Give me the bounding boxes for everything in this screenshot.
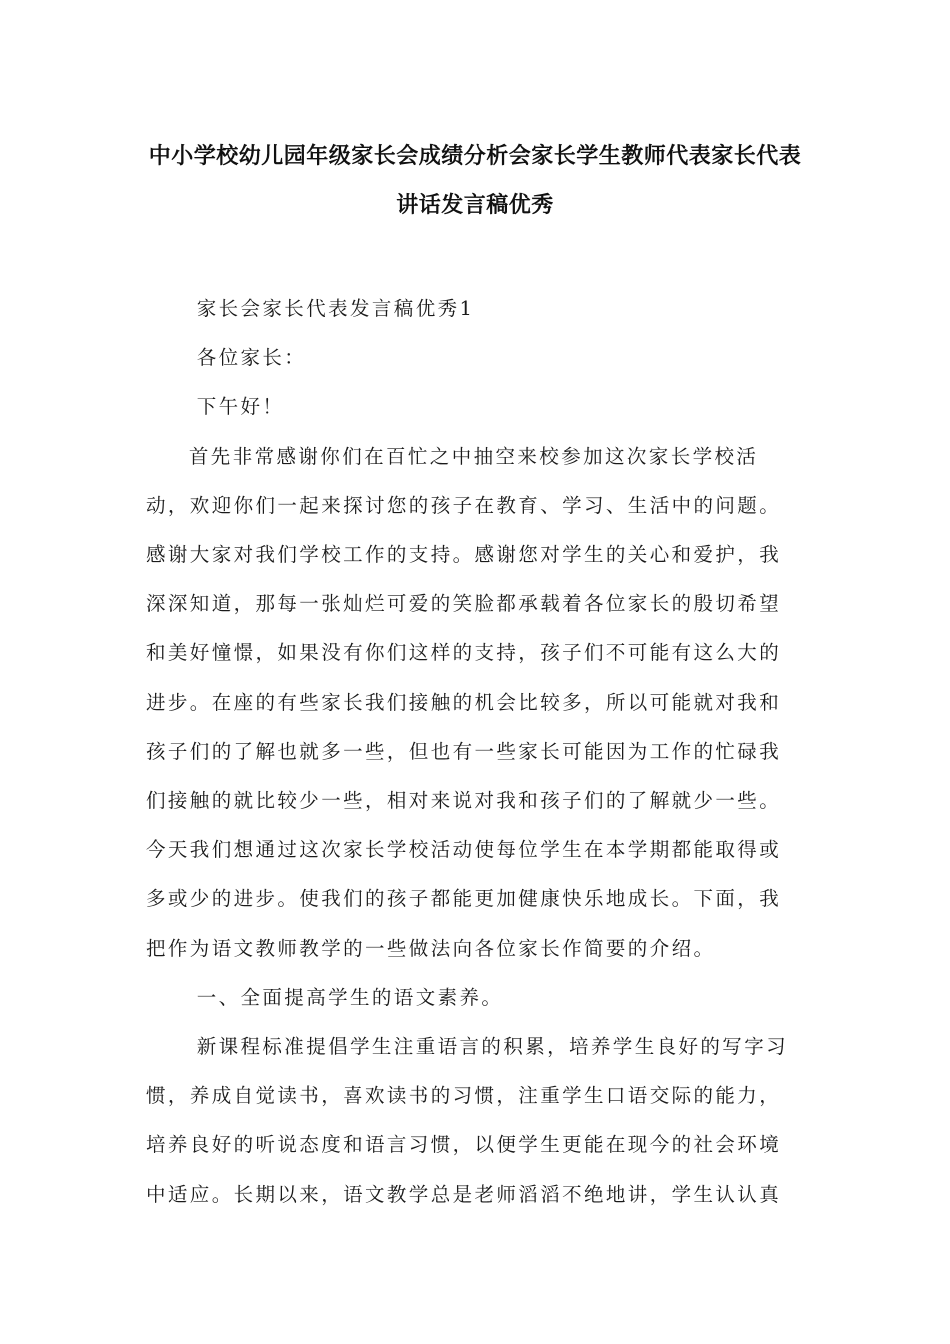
paragraph-1-line: 首先非常感谢你们在百忙之中抽空来校参加这次家长学校活 [188, 444, 759, 468]
title-line-1: 中小学校幼儿园年级家长会成绩分析会家长学生教师代表家长代表 [148, 144, 802, 169]
paragraph-1-line: 多或少的进步。使我们的孩子都能更加健康快乐地成长。下面，我 [146, 887, 782, 911]
paragraph-2-line: 中适应。长期以来，语文教学总是老师滔滔不绝地讲，学生认认真 [146, 1182, 782, 1206]
paragraph-1-line: 进步。在座的有些家长我们接触的机会比较多，所以可能就对我和 [146, 690, 782, 714]
document-body [146, 284, 806, 1219]
paragraph-1-line: 们接触的就比较少一些，相对来说对我和孩子们的了解就少一些。 [146, 789, 782, 813]
greeting: 下午好！ [196, 395, 285, 419]
section-heading: 一、全面提高学生的语文素养。 [196, 985, 504, 1009]
paragraph-1-line: 孩子们的了解也就多一些，但也有一些家长可能因为工作的忙碌我 [146, 739, 782, 763]
paragraph-2 [146, 1022, 806, 1219]
document-title [120, 132, 830, 230]
paragraph-2-line: 新课程标准提倡学生注重语言的积累，培养学生良好的写字习 [196, 1035, 788, 1059]
paragraph-2-line: 培养良好的听说态度和语言习惯，以便学生更能在现今的社会环境 [146, 1133, 782, 1157]
paragraph-1-line: 今天我们想通过这次家长学校活动使每位学生在本学期都能取得或 [146, 838, 782, 862]
paragraph-1-line: 和美好憧憬，如果没有你们这样的支持，孩子们不可能有这么大的 [146, 641, 782, 665]
salutation: 各位家长： [196, 346, 307, 370]
paragraph-1-line: 感谢大家对我们学校工作的支持。感谢您对学生的关心和爱护，我 [146, 543, 782, 567]
paragraph-1-line: 把作为语文教师教学的一些做法向各位家长作简要的介绍。 [146, 936, 716, 960]
title-line-2: 讲话发言稿优秀 [396, 193, 554, 218]
paragraph-2-line: 惯，养成自觉读书，喜欢读书的习惯，注重学生口语交际的能力， [146, 1084, 782, 1108]
paragraph-1-line: 动，欢迎你们一起来探讨您的孩子在教育、学习、生活中的问题。 [146, 493, 782, 517]
paragraph-1 [146, 432, 806, 973]
paragraph-1-line: 深深知道，那每一张灿烂可爱的笑脸都承载着各位家长的殷切希望 [146, 592, 782, 616]
speech-subtitle: 家长会家长代表发言稿优秀1 [196, 297, 475, 320]
